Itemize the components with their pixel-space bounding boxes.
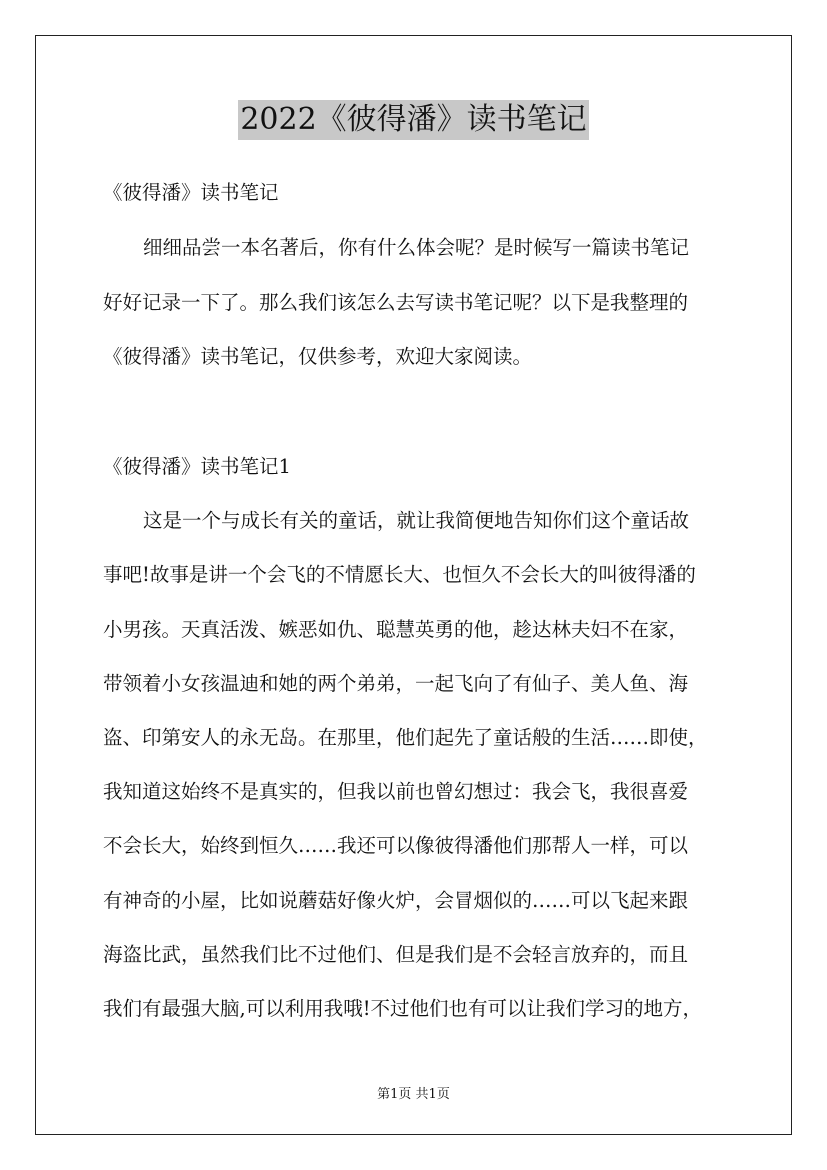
paragraph-line: 我们有最强大脑,可以利用我哦!不过他们也有可以让我们学习的地方， (103, 997, 703, 1020)
paragraph-line: 带领着小女孩温迪和她的两个弟弟，一起飞向了有仙子、美人鱼、海 (103, 672, 689, 695)
document-title: 2022《彼得潘》读书笔记 (238, 100, 588, 140)
paragraph-line: 《彼得潘》读书笔记，仅供参考，欢迎大家阅读。 (103, 345, 533, 368)
paragraph-line: 这是一个与成长有关的童话，就让我简便地告知你们这个童话故 (143, 509, 690, 532)
paragraph-line: 好好记录一下了。那么我们该怎么去写读书笔记呢？以下是我整理的 (103, 291, 689, 314)
paragraph-line: 有神奇的小屋，比如说蘑菇好像火炉，会冒烟似的……可以飞起来跟 (103, 889, 689, 912)
paragraph-line: 海盗比武，虽然我们比不过他们、但是我们是不会轻言放弃的，而且 (103, 943, 689, 966)
paragraph-line: 不会长大，始终到恒久……我还可以像彼得潘他们那帮人一样，可以 (103, 834, 689, 857)
title-container (0, 100, 827, 140)
paragraph-line: 盗、印第安人的永无岛。在那里，他们起先了童话般的生活……即使， (103, 726, 708, 749)
page-footer: 第1页 共1页 (377, 1087, 450, 1102)
section-heading: 《彼得潘》读书笔记 (103, 181, 279, 204)
paragraph-line: 细细品尝一本名著后，你有什么体会呢？是时候写一篇读书笔记 (143, 236, 690, 259)
section-heading: 《彼得潘》读书笔记1 (103, 455, 291, 478)
paragraph-line: 我知道这始终不是真实的，但我以前也曾幻想过：我会飞，我很喜爱 (103, 780, 689, 803)
paragraph-line: 事吧!故事是讲一个会飞的不情愿长大、也恒久不会长大的叫彼得潘的 (103, 563, 696, 586)
paragraph-line: 小男孩。天真活泼、嫉恶如仇、聪慧英勇的他，趁达林夫妇不在家， (103, 618, 689, 641)
